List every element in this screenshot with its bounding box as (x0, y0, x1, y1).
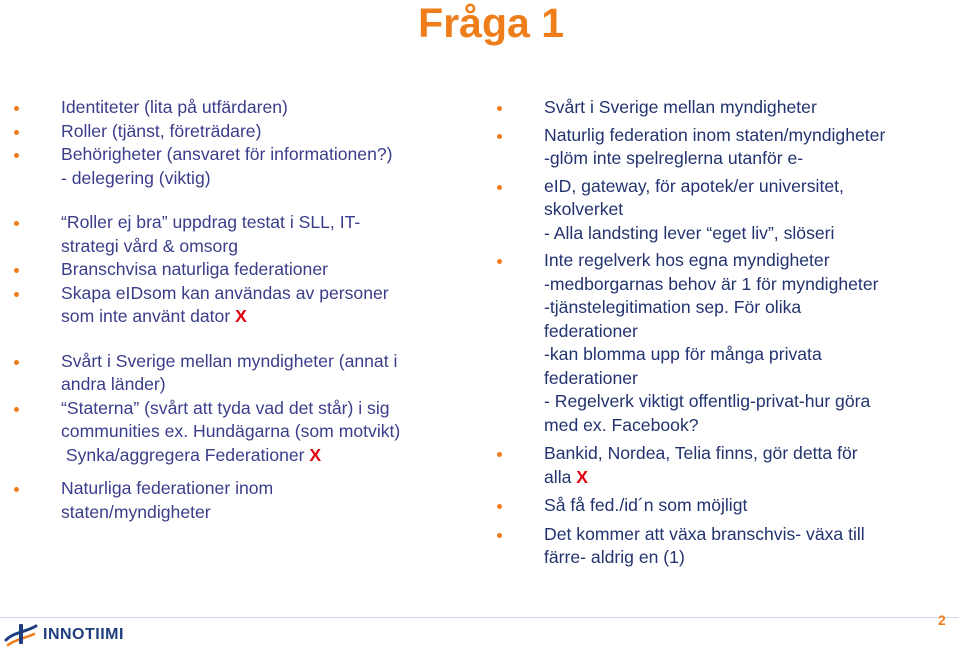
right-bullet-2 (497, 124, 937, 171)
left-bullet-4 (14, 211, 454, 258)
bullet-text: Behörigheter (ansvaret för informationen?) (61, 144, 393, 164)
x-mark: X (309, 444, 322, 465)
innotiimi-logo-icon (4, 622, 38, 648)
bullet-icon (497, 452, 502, 457)
page-number: 2 (938, 612, 946, 628)
bullet-text: alla (544, 466, 572, 487)
bullet-text: Naturlig federation inom staten/myndigheter (544, 124, 886, 145)
left-bullet-8 (14, 397, 454, 468)
logo-text: INNOTIIMI (43, 626, 124, 643)
right-bullet-3 (497, 175, 937, 246)
bullet-icon (497, 533, 502, 538)
x-mark: X (235, 306, 247, 326)
bullet-icon (14, 407, 19, 412)
bullet-text: Svårt i Sverige mellan myndigheter (annat i (61, 350, 398, 371)
right-bullet-5 (497, 442, 937, 489)
left-column (14, 96, 454, 524)
bullet-icon (497, 504, 502, 509)
bullet-text: “Roller ej bra” uppdrag testat i SLL, IT- (61, 212, 361, 232)
x-mark: X (576, 466, 589, 487)
bullet-text: som inte använt dator (61, 306, 231, 326)
left-bullet-7 (14, 350, 454, 397)
left-bullet-9 (14, 477, 454, 524)
bullet-text: federationer (544, 320, 638, 341)
bullet-text: - delegering (viktig) (61, 167, 211, 188)
right-bullet-6 (497, 494, 937, 518)
bullet-text: Bankid, Nordea, Telia finns, gör detta för (544, 443, 858, 463)
bullet-icon (14, 268, 19, 273)
bullet-icon (14, 360, 19, 365)
bullet-text: Roller (tjänst, företrädare) (61, 120, 262, 141)
bullet-text: Svårt i Sverige mellan myndigheter (544, 97, 817, 117)
footer-divider (0, 617, 959, 618)
left-bullet-6 (14, 282, 454, 329)
bullet-text: skolverket (544, 199, 624, 219)
bullet-text: färre- aldrig en (1) (544, 547, 685, 567)
bullet-text: Naturliga federationer inom (61, 478, 274, 498)
bullet-text: communities ex. Hundägarna (som motvikt) (61, 421, 401, 441)
bullet-text: Branschvisa naturliga federationer (61, 259, 328, 279)
bullet-text: Det kommer att växa branschvis- växa till (544, 523, 865, 544)
bullet-text: -kan blomma upp för många privata (544, 344, 822, 364)
bullet-text: Identiteter (lita på utfärdaren) (61, 97, 288, 117)
bullet-text: eID, gateway, för apotek/er universitet, (544, 175, 844, 196)
bullet-text: -medborgarnas behov är 1 för myndigheter (544, 273, 879, 294)
bullet-text: andra länder) (61, 374, 166, 394)
bullet-text: - Alla landsting lever “eget liv”, slöseri (544, 222, 835, 243)
slide-title: Fråga 1 (418, 0, 564, 46)
bullet-text: Synka/aggregera Federationer (61, 444, 305, 465)
bullet-text: -tjänstelegitimation sep. För olika (544, 297, 802, 317)
bullet-text: strategi vård & omsorg (61, 235, 238, 256)
bullet-text: -glöm inte spelreglerna utanför e- (544, 148, 804, 168)
bullet-icon (497, 134, 502, 139)
bullet-text: Inte regelverk hos egna myndigheter (544, 250, 830, 270)
right-bullet-7 (497, 523, 937, 570)
company-logo (4, 621, 124, 649)
bullet-text: federationer (544, 367, 638, 388)
right-bullet-1 (497, 96, 937, 120)
bullet-icon (497, 106, 502, 111)
left-bullet-2 (14, 120, 454, 144)
bullet-icon (14, 106, 19, 111)
bullet-text: Så få fed./id´n som möjligt (544, 495, 748, 515)
bullet-text: “Staterna” (svårt att tyda vad det står) i sig (61, 397, 390, 418)
bullet-text: - Regelverk viktigt offentlig-privat-hur göra (544, 391, 871, 411)
bullet-text: Skapa eIDsom kan användas av personer (61, 282, 389, 303)
bullet-text: med ex. Facebook? (544, 414, 699, 435)
right-bullet-4 (497, 249, 937, 437)
left-bullet-3 (14, 143, 454, 190)
right-column (497, 96, 937, 570)
bullet-icon (497, 185, 502, 190)
bullet-icon (497, 259, 502, 264)
bullet-icon (14, 130, 19, 135)
bullet-icon (14, 221, 19, 226)
bullet-icon (14, 487, 19, 492)
bullet-text: staten/myndigheter (61, 501, 211, 522)
bullet-icon (14, 153, 19, 158)
bullet-icon (14, 292, 19, 297)
left-bullet-5 (14, 258, 454, 282)
left-bullet-1 (14, 96, 454, 120)
